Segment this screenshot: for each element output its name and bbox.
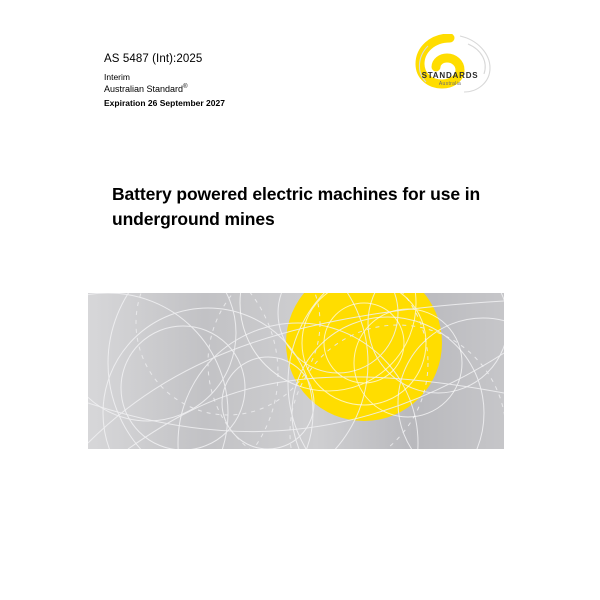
logo-wordmark-secondary: Australia <box>438 80 462 87</box>
page-footer-whitespace <box>0 450 600 600</box>
registered-mark: ® <box>183 83 188 90</box>
publisher-label: Australian Standard <box>104 83 184 94</box>
logo-wordmark-primary: STANDARDS <box>421 71 479 80</box>
cover-graphic <box>88 293 504 449</box>
document-designation: AS 5487 (Int):2025 <box>104 53 203 65</box>
cover-graphic-artwork <box>88 293 504 449</box>
expiration-date: Expiration 26 September 2027 <box>104 97 225 108</box>
logo-wordmark <box>414 72 486 87</box>
document-header <box>104 52 404 110</box>
publisher-line <box>104 83 404 96</box>
document-status: Interim <box>104 71 130 82</box>
logo-mark-icon <box>408 34 504 104</box>
page-title: Battery powered electric machines for use in underground mines <box>112 184 481 229</box>
standards-australia-logo <box>408 34 504 104</box>
